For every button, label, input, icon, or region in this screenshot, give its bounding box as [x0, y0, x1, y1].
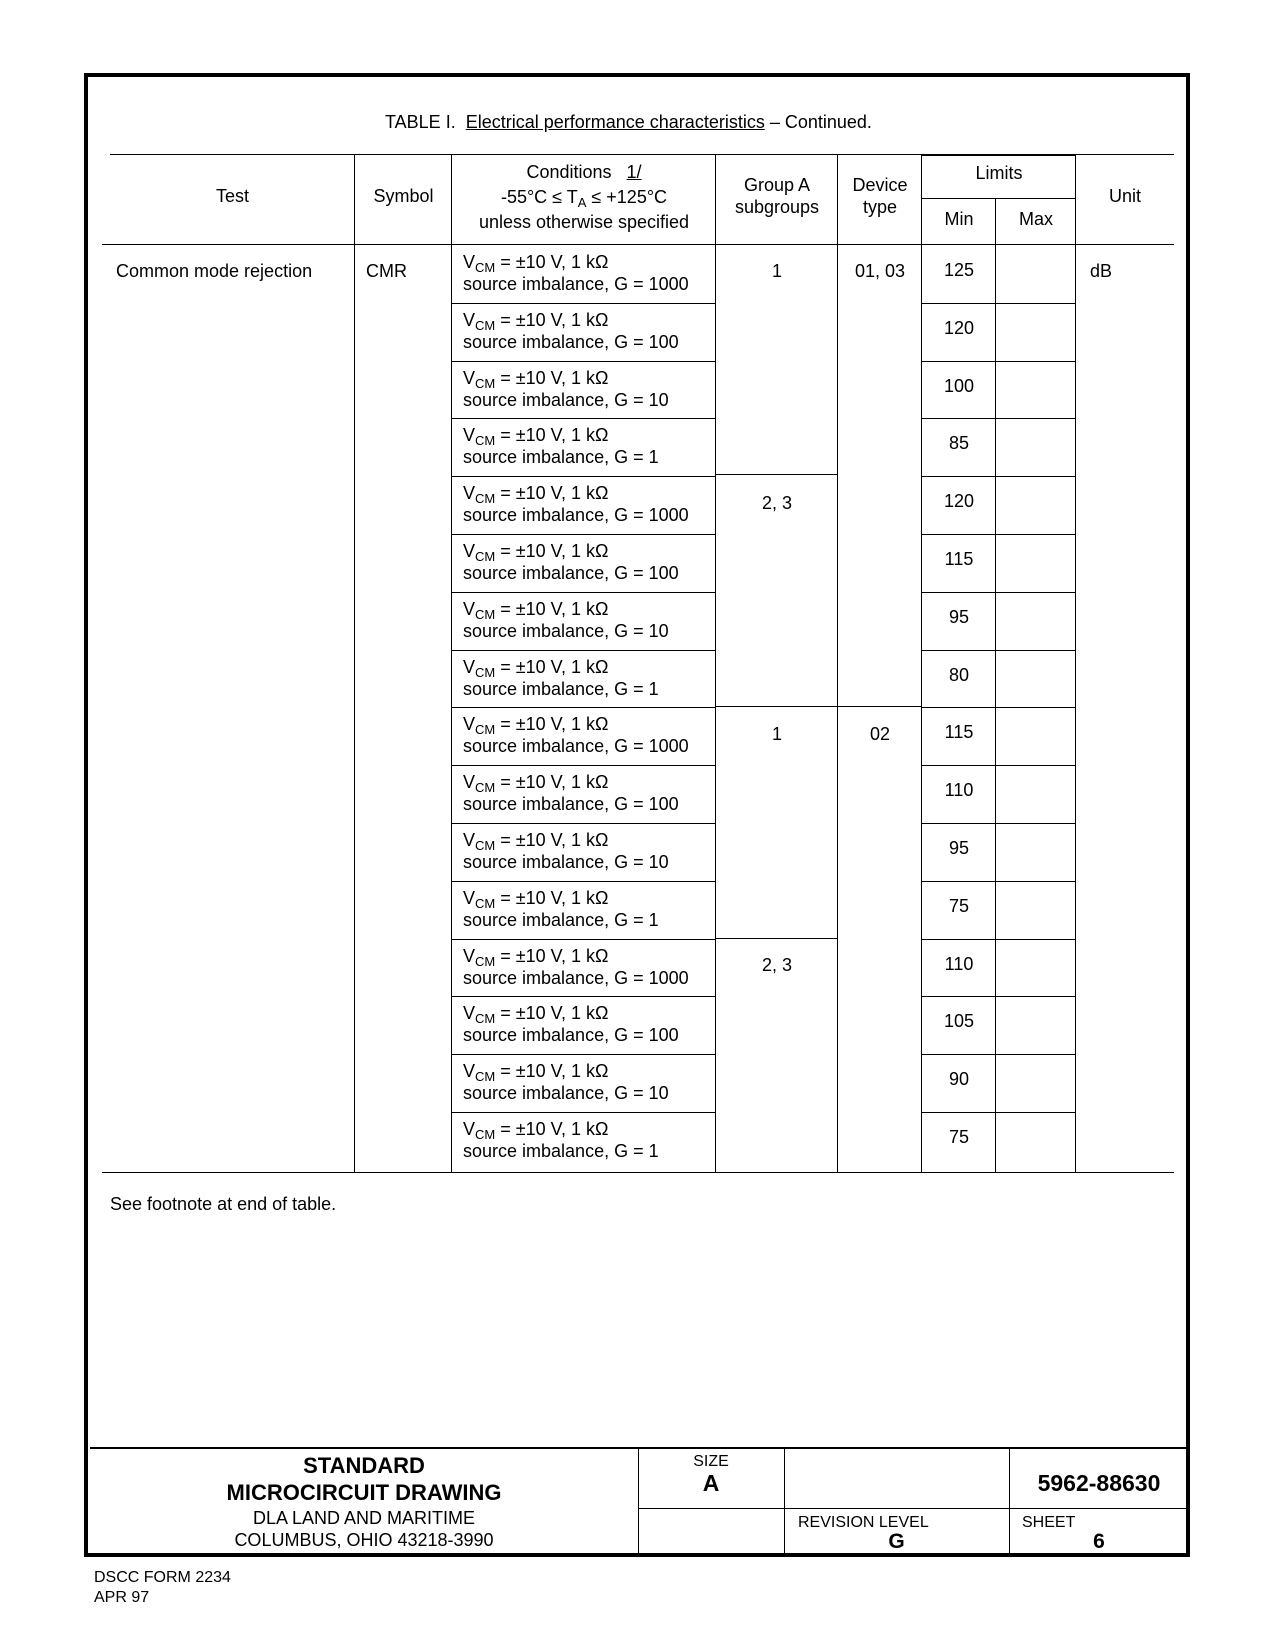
- limit-row-rule: [921, 476, 1076, 477]
- min-value: 125: [943, 260, 975, 280]
- condition-imbalance: source imbalance, G = 10: [463, 389, 669, 410]
- subgroup-cell: 2, 3: [761, 955, 793, 975]
- condition-row-rule: [451, 650, 716, 651]
- limit-row-rule: [921, 707, 1076, 708]
- revision-label: REVISION LEVEL: [798, 1514, 929, 1531]
- min-value: 115: [944, 722, 974, 743]
- caption-suffix: – Continued.: [769, 112, 872, 132]
- subgroup-rule-1: [715, 474, 837, 475]
- header-conditions: [452, 162, 716, 183]
- limit-row-rule: [921, 939, 1076, 940]
- header-type: type: [862, 197, 898, 217]
- min-value: 105: [943, 1011, 975, 1032]
- footnote: See footnote at end of table.: [110, 1194, 337, 1214]
- header-max: Max: [1018, 209, 1053, 229]
- subgroup-rule-2: [715, 706, 922, 707]
- size-label: SIZE: [693, 1453, 729, 1470]
- condition-vcm: $V_{CM} = \pm 10$ V, 1 kΩ: [463, 541, 609, 564]
- size-value: A: [702, 1470, 720, 1496]
- limit-row-rule: [921, 361, 1076, 362]
- limits-sub-rule: [922, 198, 1076, 199]
- min-value: 80: [948, 664, 970, 685]
- condition-row-rule: [451, 765, 716, 766]
- condition-imbalance: source imbalance, G = 100: [463, 794, 679, 815]
- standard-title: STANDARD: [303, 1453, 425, 1478]
- limit-row-rule: [921, 303, 1076, 304]
- condition-row-rule: [451, 418, 716, 419]
- min-value: 75: [948, 1127, 970, 1147]
- condition-vcm: $V_{CM} = \pm 10$ V, 1 kΩ: [463, 425, 609, 449]
- header-device: Device: [852, 175, 908, 195]
- col-line-symbol: [354, 154, 355, 1173]
- condition-row-rule: [451, 534, 716, 535]
- condition-row-rule: [451, 361, 716, 362]
- subgroup-cell: 2, 3: [761, 493, 793, 513]
- device-type-cell: 01, 03: [854, 261, 906, 281]
- limit-row-rule: [921, 765, 1076, 766]
- limit-row-rule: [921, 823, 1076, 824]
- min-value: 95: [948, 838, 970, 858]
- limits-top-rule: [922, 154, 1076, 156]
- caption-title: Electrical performance characteristics: [465, 112, 765, 132]
- header-bottom-rule: [102, 244, 1174, 245]
- revision-value: G: [888, 1530, 905, 1553]
- min-value: 120: [943, 491, 975, 512]
- min-value: 85: [948, 433, 970, 454]
- condition-vcm: $V_{CM} = \pm 10$ V, 1 kΩ: [463, 1119, 609, 1142]
- table-caption: [385, 112, 872, 133]
- limit-row-rule: [921, 650, 1076, 651]
- header-subgroups: subgroups: [734, 197, 820, 217]
- condition-vcm: $V_{CM} = \pm 10$ V, 1 kΩ: [463, 887, 609, 911]
- min-value: 115: [944, 549, 974, 569]
- sheet-value: 6: [1093, 1530, 1105, 1553]
- test-name: Common mode rejection: [116, 261, 313, 281]
- header-symbol: Symbol: [373, 186, 434, 206]
- condition-vcm: $V_{CM} = \pm 10$ V, 1 kΩ: [463, 252, 609, 275]
- condition-row-rule: [451, 592, 716, 593]
- condition-imbalance: source imbalance, G = 1: [463, 909, 659, 930]
- condition-row-rule: [451, 996, 716, 997]
- condition-imbalance: source imbalance, G = 100: [463, 1025, 679, 1046]
- condition-vcm: $V_{CM} = \pm 10$ V, 1 kΩ: [463, 714, 609, 738]
- condition-row-rule: [451, 1112, 716, 1113]
- subgroup-rule-3: [715, 938, 837, 939]
- min-value: 90: [948, 1069, 970, 1090]
- header-group-a: Group A: [743, 175, 811, 195]
- drawing-title: MICROCIRCUIT DRAWING: [226, 1480, 502, 1505]
- min-value: 75: [948, 895, 970, 916]
- condition-imbalance: source imbalance, G = 1000: [463, 505, 689, 526]
- condition-row-rule: [451, 823, 716, 824]
- condition-vcm: $V_{CM} = \pm 10$ V, 1 kΩ: [463, 598, 609, 622]
- sheet-label: SHEET: [1022, 1514, 1076, 1531]
- min-value: 110: [944, 780, 974, 801]
- limit-row-rule: [921, 592, 1076, 593]
- min-value: 95: [948, 606, 970, 627]
- condition-vcm: $V_{CM} = \pm 10$ V, 1 kΩ: [463, 945, 609, 969]
- caption-prefix: TABLE I.: [385, 112, 456, 132]
- header-conditions-temp: $-55^\circ C \le T_A \le +125^\circ C$: [500, 187, 668, 210]
- header-limits: Limits: [975, 163, 1023, 183]
- titleblock-mid-rule: [638, 1508, 1186, 1509]
- condition-vcm: $V_{CM} = \pm 10$ V, 1 kΩ: [463, 830, 609, 853]
- header-min: Min: [944, 209, 974, 229]
- limit-row-rule: [921, 1112, 1076, 1113]
- condition-imbalance: source imbalance, G = 10: [463, 852, 669, 872]
- condition-row-rule: [451, 1054, 716, 1055]
- condition-vcm: $V_{CM} = \pm 10$ V, 1 kΩ: [463, 656, 609, 680]
- condition-row-rule: [451, 303, 716, 304]
- form-number: DSCC FORM 2234: [94, 1569, 231, 1586]
- min-value: 110: [944, 953, 974, 974]
- col-line-conditions: [451, 154, 452, 1173]
- test-symbol: CMR: [366, 261, 407, 281]
- drawing-number: 5962-88630: [1037, 1470, 1161, 1496]
- condition-imbalance: source imbalance, G = 1: [463, 1141, 659, 1161]
- condition-imbalance: source imbalance, G = 1000: [463, 274, 689, 294]
- min-value: 120: [943, 317, 975, 338]
- condition-imbalance: source imbalance, G = 100: [463, 331, 679, 352]
- device-type-cell: 02: [869, 724, 891, 744]
- test-unit: dB: [1090, 261, 1113, 281]
- header-test: Test: [215, 186, 249, 206]
- subgroup-cell: 1: [771, 261, 782, 281]
- form-date: APR 97: [94, 1589, 150, 1606]
- conditions-note: 1/: [626, 162, 642, 182]
- condition-row-rule: [451, 476, 716, 477]
- limit-row-rule: [921, 1054, 1076, 1055]
- condition-vcm: $V_{CM} = \pm 10$ V, 1 kΩ: [463, 367, 609, 391]
- limit-row-rule: [921, 418, 1076, 419]
- col-line-unit: [1075, 154, 1076, 1173]
- condition-vcm: $V_{CM} = \pm 10$ V, 1 kΩ: [463, 772, 609, 796]
- condition-vcm: $V_{CM} = \pm 10$ V, 1 kΩ: [463, 1003, 609, 1027]
- header-conditions-unless: unless otherwise specified: [478, 212, 690, 232]
- agency-name: DLA LAND AND MARITIME: [252, 1508, 476, 1528]
- condition-vcm: $V_{CM} = \pm 10$ V, 1 kΩ: [463, 483, 609, 507]
- table-bottom-rule: [102, 1172, 1174, 1173]
- limit-row-rule: [921, 996, 1076, 997]
- condition-imbalance: source imbalance, G = 100: [463, 563, 679, 583]
- subgroup-cell: 1: [771, 724, 782, 744]
- condition-vcm: $V_{CM} = \pm 10$ V, 1 kΩ: [463, 1061, 609, 1085]
- limit-row-rule: [921, 534, 1076, 535]
- condition-row-rule: [451, 707, 716, 708]
- condition-imbalance: source imbalance, G = 10: [463, 620, 669, 641]
- condition-imbalance: source imbalance, G = 10: [463, 1083, 669, 1104]
- col-line-device: [837, 154, 838, 1173]
- condition-imbalance: source imbalance, G = 1000: [463, 967, 689, 988]
- condition-imbalance: source imbalance, G = 1: [463, 447, 659, 468]
- condition-imbalance: source imbalance, G = 1: [463, 678, 659, 699]
- condition-row-rule: [451, 881, 716, 882]
- min-value: 100: [943, 375, 975, 396]
- agency-address: COLUMBUS, OHIO 43218-3990: [234, 1530, 494, 1550]
- header-unit: Unit: [1108, 186, 1141, 206]
- condition-row-rule: [451, 939, 716, 940]
- limit-row-rule: [921, 881, 1076, 882]
- conditions-title: Conditions: [526, 162, 612, 182]
- condition-imbalance: source imbalance, G = 1000: [463, 736, 689, 757]
- condition-vcm: $V_{CM} = \pm 10$ V, 1 kΩ: [463, 309, 609, 333]
